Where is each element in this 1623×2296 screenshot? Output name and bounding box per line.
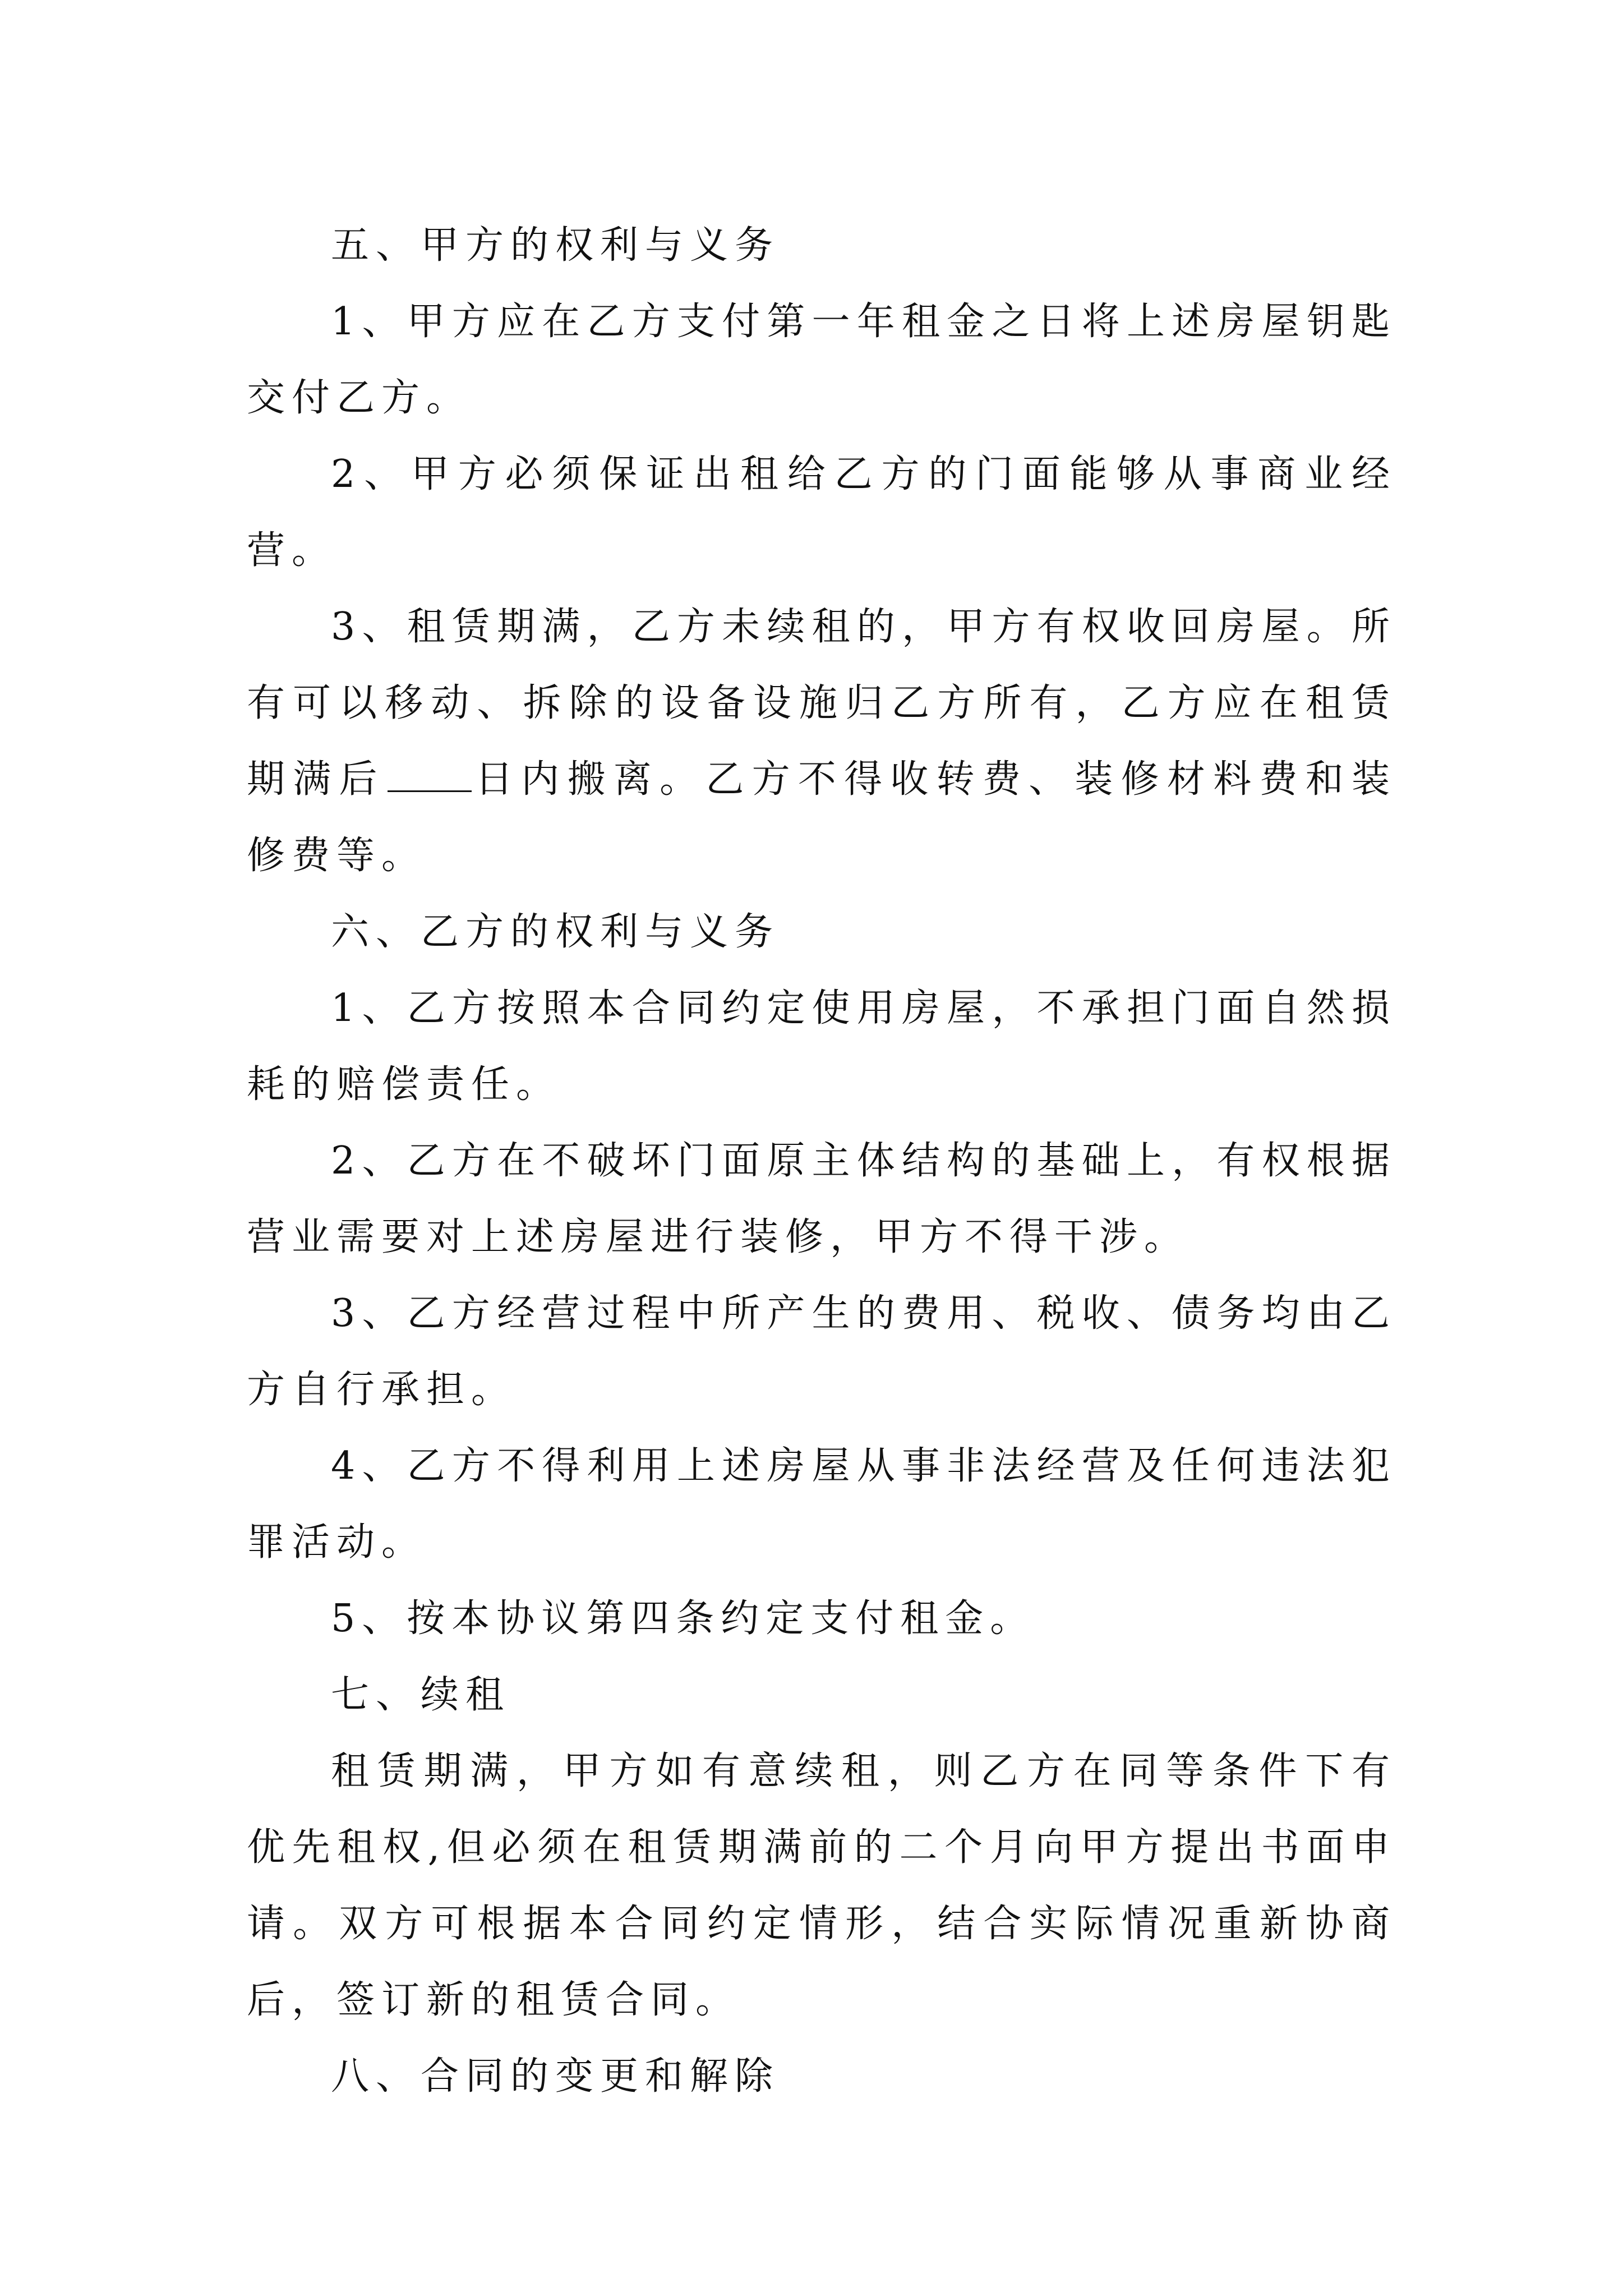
section-6-heading: 六、乙方的权利与义务 xyxy=(331,910,780,954)
section-6-item-2: 2、乙方在不破坏门面原主体结构的基础上，有权根据营业需要对上述房屋进行装修，甲方不得干涉。 xyxy=(247,1139,1396,1259)
document-body xyxy=(247,208,1396,2115)
fill-in-blank xyxy=(388,790,472,792)
section-5-item-3 xyxy=(247,589,1396,894)
section-5-item-1: 1、甲方应在乙方支付第一年租金之日将上述房屋钥匙交付乙方。 xyxy=(247,300,1396,420)
section-6-item-5: 5、按本协议第四条约定支付租金。 xyxy=(331,1596,1035,1641)
section-7-body: 租赁期满，甲方如有意续租，则乙方在同等条件下有优先租权,但必须在租赁期满前的二个月向甲方提出书面申请。双方可根据本合同约定情形，结合实际情况重新协商后，签订新的租赁合同。 xyxy=(247,1749,1396,2022)
section-6-item-4: 4、乙方不得利用上述房屋从事非法经营及任何违法犯罪活动。 xyxy=(247,1444,1396,1565)
section-5-heading: 五、甲方的权利与义务 xyxy=(331,223,780,268)
section-6-item-3: 3、乙方经营过程中所产生的费用、税收、债务均由乙方自行承担。 xyxy=(247,1291,1396,1412)
section-6-item-1: 1、乙方按照本合同约定使用房屋，不承担门面自然损耗的赔偿责任。 xyxy=(247,986,1396,1107)
section-5-item-3-text-before: 3、租赁期满，乙方未续租的，甲方有权收回房屋。所有可以移动、拆除的设备设施归乙方所有，乙方应在租赁期满后 xyxy=(247,605,1396,802)
section-8-heading: 八、合同的变更和解除 xyxy=(331,2054,780,2099)
section-5-item-2: 2、甲方必须保证出租给乙方的门面能够从事商业经营。 xyxy=(247,452,1396,573)
section-5-item-3-text-after: 日内搬离。乙方不得收转费、装修材料费和装修费等。 xyxy=(247,757,1396,878)
section-7-heading: 七、续租 xyxy=(331,1673,511,1717)
